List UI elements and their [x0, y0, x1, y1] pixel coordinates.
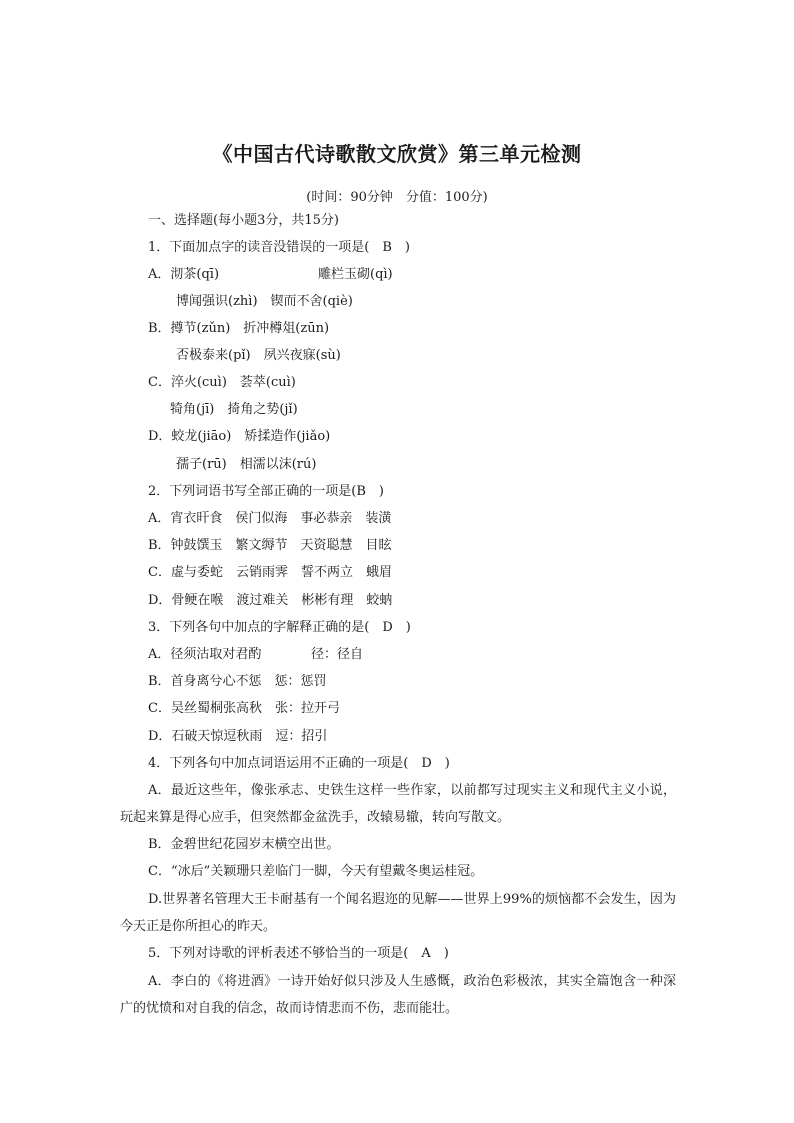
q1-option-b-line2: 否极泰来(pǐ) 夙兴夜寐(sù) — [176, 348, 341, 363]
exam-info: (时间：90分钟 分值：100分) — [306, 190, 488, 205]
q5-option-a: A．李白的《将进酒》一诗开始好似只涉及人生感慨，政治色彩极浓，其实全篇饱含一种深广的忧愤和对自我的信念，故而诗情悲而不伤，悲而能壮。 — [120, 974, 676, 1016]
q4-option-b: B．金碧世纪花园岁末横空出世。 — [148, 837, 340, 852]
q3-option-c: C．吴丝蜀桐张高秋 张：拉开弓 — [148, 701, 340, 716]
question-3-stem: 3．下列各句中加点的字解释正确的是( D ) — [148, 620, 411, 635]
q1-option-c-line1: C．淬火(cuì) 荟萃(cuì) — [148, 375, 296, 390]
question-4-stem: 4．下列各句中加点词语运用不正确的一项是( D ) — [148, 756, 450, 771]
q3-option-a-part1: A．径须沽取对君酌 — [148, 647, 262, 662]
q1-option-a-part1: A．沏茶(qī) — [148, 267, 220, 282]
q3-option-d: D．石破天惊逗秋雨 逗：招引 — [148, 729, 328, 744]
q2-option-b: B．钟鼓馔玉 繁文缛节 天资聪慧 目眩 — [148, 538, 392, 553]
section-heading: 一、选择题(每小题3分，共15分) — [148, 213, 339, 228]
question-1-stem: 1．下面加点字的读音没错误的一项是( B ) — [148, 240, 410, 255]
q3-option-a-part2: 径：径自 — [311, 647, 364, 662]
page-title: 《中国古代诗歌散文欣赏》第三单元检测 — [212, 142, 582, 166]
q4-option-a: A．最近这些年，像张承志、史铁生这样一些作家，以前都写过现实主义和现代主义小说，玩起来算是得心应手，但突然都金盆洗手，改辕易辙，转向写散文。 — [120, 783, 676, 825]
question-2-stem: 2．下列词语书写全部正确的一项是(B ) — [148, 484, 384, 499]
q2-option-c: C．虚与委蛇 云销雨霁 誓不两立 蛾眉 — [148, 565, 392, 580]
q1-option-b-line1: B．撙节(zǔn) 折冲樽俎(zūn) — [148, 321, 330, 336]
q1-option-a-line1 — [148, 266, 219, 284]
q1-option-d-line2: 孺子(rū) 相濡以沫(rú) — [176, 457, 317, 472]
q1-option-d-line1: D．蛟龙(jiāo) 矫揉造作(jiǎo) — [148, 429, 331, 444]
q1-option-a-part2: 雕栏玉砌(qì) — [318, 267, 393, 282]
question-5-stem: 5．下列对诗歌的评析表述不够恰当的一项是( A ) — [148, 946, 449, 961]
q4-option-d: D.世界著名管理大王卡耐基有一个闻名遐迩的见解——世界上99%的烦恼都不会发生，因为今天正是你所担心的昨天。 — [120, 892, 676, 934]
q1-option-a-line2: 博闻强识(zhì) 锲而不舍(qiè) — [176, 294, 353, 309]
q4-option-c: C．“冰后”关颖珊只差临门一脚，今天有望戴冬奥运桂冠。 — [148, 864, 484, 879]
q1-option-c-line2: 犄角(jī) 掎角之势(jǐ) — [170, 402, 298, 417]
q2-option-a: A．宵衣旰食 侯门似海 事必恭亲 装潢 — [148, 511, 392, 526]
q2-option-d: D．骨鲠在喉 渡过难关 彬彬有理 蛟蚋 — [148, 593, 393, 608]
q3-option-b: B．首身离兮心不惩 惩：惩罚 — [148, 674, 327, 689]
